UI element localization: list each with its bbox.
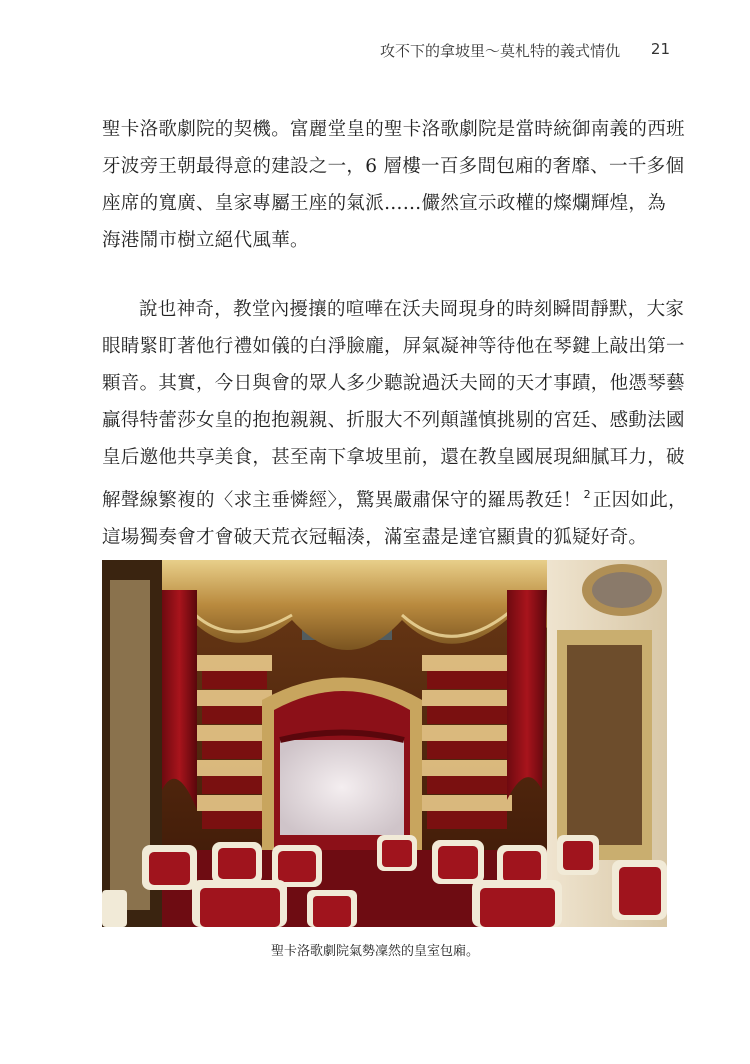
text-line: 座席的寬廣、皇家專屬王座的氣派……儼然宣示政權的燦爛輝煌，為 <box>102 193 667 214</box>
footnote-marker: 2 <box>583 488 591 501</box>
text-line-with-footnote <box>102 476 687 519</box>
text-line: 海港鬧市樹立絕代風華。 <box>102 230 309 251</box>
text-line: 說也神奇，教堂內擾攘的喧嘩在沃夫岡現身的時刻瞬間靜默，大家 <box>139 299 685 320</box>
page-number: 21 <box>650 40 670 58</box>
text-line: 眼睛緊盯著他行禮如儀的白淨臉龐，屏氣凝神等待他在琴鍵上敲出第一 <box>102 336 685 357</box>
paragraph-2 <box>102 291 687 556</box>
text-line: 皇后邀他共享美食，甚至南下拿坡里前，還在教皇國展現細膩耳力，破 <box>102 447 685 468</box>
text-segment: 正因如此， <box>592 490 687 511</box>
text-line: 牙波旁王朝最得意的建設之一，6 層樓一百多間包廂的奢靡、一千多個 <box>102 156 685 177</box>
text-line: 贏得特蕾莎女皇的抱抱親親、折服大不列顛謹慎挑剔的宮廷、感動法國 <box>102 410 685 431</box>
text-line: 顆音。其實，今日與會的眾人多少聽說過沃夫岡的天才事蹟，他憑琴藝 <box>102 373 685 394</box>
paragraph-1 <box>102 111 685 259</box>
running-header <box>380 40 670 66</box>
text-line: 這場獨奏會才會破天荒衣冠輻湊，滿室盡是達官顯貴的狐疑好奇。 <box>102 527 648 548</box>
text-line: 聖卡洛歌劇院的契機。富麗堂皇的聖卡洛歌劇院是當時統御南義的西班 <box>102 119 685 140</box>
opera-house-photo <box>102 560 667 927</box>
chapter-title: 攻不下的拿坡里～莫札特的義式情仇 <box>380 42 621 60</box>
figure-caption: 聖卡洛歌劇院氣勢凜然的皇室包廂。 <box>270 944 479 959</box>
text-segment: 解聲線繁複的〈求主垂憐經〉，驚異嚴肅保守的羅馬教廷！ <box>102 490 582 511</box>
